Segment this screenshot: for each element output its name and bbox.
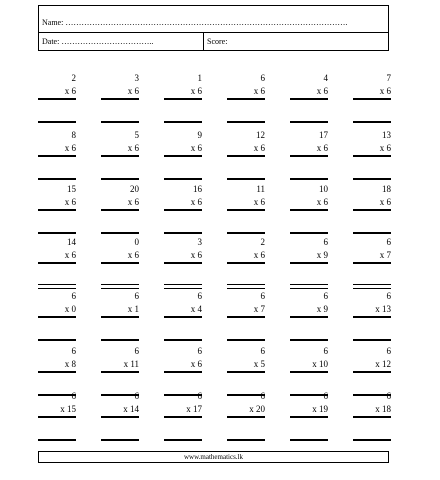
operation-line: [290, 371, 328, 373]
multiplier: x 13: [375, 304, 391, 314]
problem-5-5: [290, 291, 328, 341]
answer-line[interactable]: [353, 339, 391, 341]
multiplier: x 6: [64, 86, 76, 96]
problem-4-2: [101, 237, 139, 287]
multiplicand: 2: [260, 237, 265, 247]
answer-line[interactable]: [101, 121, 139, 123]
multiplicand: 17: [319, 130, 328, 140]
problem-3-4: [227, 184, 265, 234]
multiplier: x 6: [64, 250, 76, 260]
multiplier: x 6: [253, 143, 265, 153]
answer-line[interactable]: [290, 339, 328, 341]
operation-line: [101, 371, 139, 373]
problem-1-2: [101, 73, 139, 123]
multiplier: x 6: [127, 197, 139, 207]
operation-line: [353, 416, 391, 418]
footer: [38, 451, 389, 463]
multiplier: x 6: [379, 197, 391, 207]
multiplicand: 2: [71, 73, 76, 83]
multiplicand: 1: [197, 73, 202, 83]
answer-line[interactable]: [290, 232, 328, 234]
problem-2-1: [38, 130, 76, 180]
problem-4-5: [290, 237, 328, 287]
multiplier: x 15: [60, 404, 76, 414]
operation-line: [38, 416, 76, 418]
operation-line: [164, 416, 202, 418]
multiplicand: 6: [134, 291, 139, 301]
answer-line[interactable]: [164, 284, 202, 289]
multiplier: x 9: [316, 250, 328, 260]
answer-line[interactable]: [38, 178, 76, 180]
problem-1-4: [227, 73, 265, 123]
multiplicand: 6: [323, 237, 328, 247]
multiplier: x 6: [64, 197, 76, 207]
problem-7-3: [164, 391, 202, 441]
operation-line: [353, 371, 391, 373]
operation-line: [227, 98, 265, 100]
multiplicand: 6: [134, 346, 139, 356]
problem-4-6: [353, 237, 391, 287]
multiplicand: 0: [134, 237, 139, 247]
multiplier: x 6: [316, 86, 328, 96]
multiplicand: 3: [134, 73, 139, 83]
multiplier: x 6: [190, 197, 202, 207]
answer-line[interactable]: [101, 339, 139, 341]
multiplicand: 4: [323, 73, 328, 83]
problem-5-3: [164, 291, 202, 341]
operation-line: [290, 209, 328, 211]
problem-5-2: [101, 291, 139, 341]
operation-line: [227, 155, 265, 157]
multiplicand: 6: [386, 237, 391, 247]
problem-2-5: [290, 130, 328, 180]
operation-line: [227, 316, 265, 318]
multiplier: x 5: [253, 359, 265, 369]
multiplicand: 13: [382, 130, 391, 140]
operation-line: [101, 416, 139, 418]
operation-line: [38, 155, 76, 157]
answer-line[interactable]: [164, 339, 202, 341]
answer-line[interactable]: [227, 121, 265, 123]
problem-1-5: [290, 73, 328, 123]
operation-line: [290, 416, 328, 418]
multiplier: x 4: [190, 304, 202, 314]
problem-6-1: [38, 346, 76, 396]
multiplicand: 6: [260, 346, 265, 356]
multiplicand: 6: [197, 291, 202, 301]
problem-4-3: [164, 237, 202, 287]
multiplier: x 6: [64, 143, 76, 153]
operation-line: [227, 262, 265, 264]
operation-line: [164, 209, 202, 211]
multiplicand: 16: [193, 184, 202, 194]
operation-line: [227, 416, 265, 418]
answer-line[interactable]: [353, 121, 391, 123]
answer-line[interactable]: [353, 178, 391, 180]
name-field[interactable]: [39, 6, 388, 33]
problem-3-2: [101, 184, 139, 234]
problem-7-5: [290, 391, 328, 441]
multiplicand: 9: [197, 130, 202, 140]
multiplicand: 3: [197, 237, 202, 247]
problem-4-1: [38, 237, 76, 287]
multiplicand: 6: [323, 291, 328, 301]
problem-2-2: [101, 130, 139, 180]
problem-4-4: [227, 237, 265, 287]
multiplier: x 6: [127, 143, 139, 153]
multiplier: x 1: [127, 304, 139, 314]
multiplier: x 6: [379, 86, 391, 96]
operation-line: [290, 155, 328, 157]
multiplier: x 6: [127, 250, 139, 260]
answer-line[interactable]: [290, 284, 328, 289]
multiplier: x 6: [316, 197, 328, 207]
problem-5-1: [38, 291, 76, 341]
multiplicand: 6: [71, 346, 76, 356]
multiplier: x 0: [64, 304, 76, 314]
answer-line[interactable]: [38, 121, 76, 123]
problem-3-3: [164, 184, 202, 234]
student-info-box: [38, 5, 389, 51]
problem-1-1: [38, 73, 76, 123]
multiplier: x 12: [375, 359, 391, 369]
multiplier: x 11: [123, 359, 139, 369]
multiplicand: 6: [134, 391, 139, 401]
operation-line: [164, 316, 202, 318]
operation-line: [38, 371, 76, 373]
multiplicand: 8: [71, 130, 76, 140]
multiplier: x 14: [123, 404, 139, 414]
operation-line: [227, 371, 265, 373]
answer-line[interactable]: [164, 232, 202, 234]
problem-3-1: [38, 184, 76, 234]
multiplicand: 18: [382, 184, 391, 194]
answer-line[interactable]: [290, 178, 328, 180]
multiplicand: 11: [256, 184, 265, 194]
multiplicand: 5: [134, 130, 139, 140]
answer-line[interactable]: [38, 439, 76, 441]
score-label: Score:: [207, 37, 228, 46]
answer-line[interactable]: [38, 284, 76, 289]
multiplier: x 19: [312, 404, 328, 414]
operation-line: [164, 262, 202, 264]
multiplicand: 6: [386, 291, 391, 301]
operation-line: [101, 316, 139, 318]
multiplier: x 6: [190, 250, 202, 260]
multiplicand: 14: [67, 237, 76, 247]
multiplier: x 7: [379, 250, 391, 260]
problem-5-4: [227, 291, 265, 341]
answer-line[interactable]: [353, 284, 391, 289]
multiplier: x 9: [316, 304, 328, 314]
multiplicand: 10: [319, 184, 328, 194]
problem-6-6: [353, 346, 391, 396]
score-field[interactable]: [207, 33, 227, 51]
answer-line[interactable]: [227, 232, 265, 234]
multiplier: x 6: [190, 86, 202, 96]
problem-6-5: [290, 346, 328, 396]
problem-2-6: [353, 130, 391, 180]
problem-1-6: [353, 73, 391, 123]
problem-5-6: [353, 291, 391, 341]
operation-line: [353, 209, 391, 211]
answer-line[interactable]: [227, 178, 265, 180]
answer-line[interactable]: [101, 284, 139, 289]
multiplicand: 6: [197, 346, 202, 356]
multiplier: x 6: [127, 86, 139, 96]
multiplier: x 6: [253, 86, 265, 96]
multiplier: x 6: [316, 143, 328, 153]
footer-website[interactable]: www.mathematics.lk: [183, 453, 244, 461]
multiplier: x 7: [253, 304, 265, 314]
answer-line[interactable]: [101, 439, 139, 441]
problem-7-6: [353, 391, 391, 441]
date-label: Date: ……………………………..: [42, 37, 154, 46]
answer-line[interactable]: [227, 439, 265, 441]
answer-line[interactable]: [353, 232, 391, 234]
problem-3-6: [353, 184, 391, 234]
answer-line[interactable]: [290, 121, 328, 123]
operation-line: [290, 316, 328, 318]
operation-line: [38, 209, 76, 211]
operation-line: [227, 209, 265, 211]
problem-6-4: [227, 346, 265, 396]
problem-7-2: [101, 391, 139, 441]
answer-line[interactable]: [38, 232, 76, 234]
operation-line: [353, 155, 391, 157]
problem-1-3: [164, 73, 202, 123]
multiplicand: 6: [260, 391, 265, 401]
multiplicand: 6: [260, 291, 265, 301]
operation-line: [353, 316, 391, 318]
multiplier: x 6: [190, 143, 202, 153]
operation-line: [101, 209, 139, 211]
date-score-row: [39, 33, 388, 51]
operation-line: [101, 262, 139, 264]
answer-line[interactable]: [164, 439, 202, 441]
multiplicand: 6: [386, 346, 391, 356]
operation-line: [164, 155, 202, 157]
multiplicand: 6: [71, 391, 76, 401]
multiplier: x 6: [253, 250, 265, 260]
answer-line[interactable]: [227, 284, 265, 289]
multiplier: x 6: [190, 359, 202, 369]
problem-7-4: [227, 391, 265, 441]
multiplier: x 18: [375, 404, 391, 414]
operation-line: [101, 155, 139, 157]
multiplicand: 12: [256, 130, 265, 140]
answer-line[interactable]: [227, 339, 265, 341]
operation-line: [38, 98, 76, 100]
date-field[interactable]: [39, 33, 204, 51]
problem-3-5: [290, 184, 328, 234]
multiplicand: 6: [323, 391, 328, 401]
multiplicand: 15: [67, 184, 76, 194]
operation-line: [101, 98, 139, 100]
problem-2-4: [227, 130, 265, 180]
answer-line[interactable]: [164, 178, 202, 180]
answer-line[interactable]: [38, 339, 76, 341]
multiplicand: 6: [323, 346, 328, 356]
multiplicand: 7: [386, 73, 391, 83]
multiplier: x 6: [379, 143, 391, 153]
multiplier: x 6: [253, 197, 265, 207]
multiplier: x 17: [186, 404, 202, 414]
multiplicand: 20: [130, 184, 139, 194]
answer-line[interactable]: [101, 232, 139, 234]
name-label: Name: …………………………………………………………………………………………….: [42, 18, 348, 27]
operation-line: [164, 371, 202, 373]
multiplicand: 6: [260, 73, 265, 83]
answer-line[interactable]: [101, 178, 139, 180]
answer-line[interactable]: [353, 439, 391, 441]
operation-line: [38, 316, 76, 318]
operation-line: [38, 262, 76, 264]
multiplier: x 10: [312, 359, 328, 369]
operation-line: [290, 98, 328, 100]
answer-line[interactable]: [290, 439, 328, 441]
multiplicand: 6: [197, 391, 202, 401]
multiplier: x 20: [249, 404, 265, 414]
multiplier: x 8: [64, 359, 76, 369]
operation-line: [290, 262, 328, 264]
operation-line: [353, 98, 391, 100]
multiplicand: 6: [386, 391, 391, 401]
problem-6-3: [164, 346, 202, 396]
answer-line[interactable]: [164, 121, 202, 123]
multiplicand: 6: [71, 291, 76, 301]
problem-2-3: [164, 130, 202, 180]
problem-7-1: [38, 391, 76, 441]
operation-line: [353, 262, 391, 264]
operation-line: [164, 98, 202, 100]
problem-6-2: [101, 346, 139, 396]
